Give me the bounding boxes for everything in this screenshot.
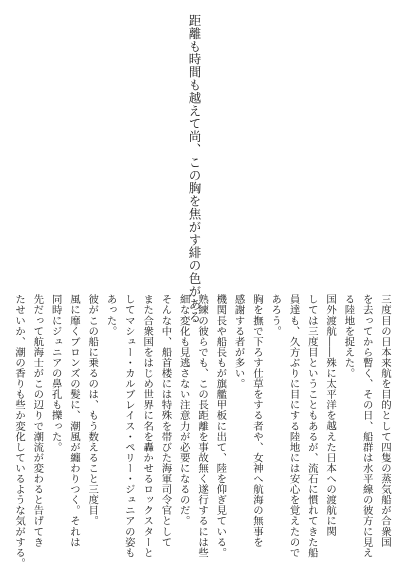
text-line: 三度目の日本来航を目的として四隻の蒸気船が合衆国	[379, 294, 391, 548]
text-line: そんな中、船首楼には特殊を帯びた海軍司令官として	[159, 294, 172, 548]
text-line: 先だって航海士がこの辺りで潮流が変わると告げてき	[31, 294, 44, 548]
text-line: 感謝する者が多い。	[232, 294, 245, 389]
text-line: を去ってから暫く、その日、船群は水平線の彼方に見え	[360, 294, 373, 558]
text-line: 風に靡くブロンズの髪に、潮風が纏わりつく。それは	[67, 294, 80, 548]
text-line: しては三度目ということもあるが、流石に慣れてきた船	[305, 294, 318, 558]
text-line: 細な変化も見逃さない注意力が必要になるのだ。	[177, 294, 190, 527]
text-line: また合衆国をはじめ世界に名を轟かせるロックスターと	[141, 294, 154, 558]
text-line: あろう。	[269, 294, 282, 337]
text-line: あった。	[104, 294, 117, 337]
text-line: る陸地を捉えた。	[342, 294, 355, 379]
text-line: 同時にジュニアの鼻孔も擽った。	[49, 294, 62, 453]
text-line: してマシュー・カルブレイス・ペリー・ジュニアの姿も	[122, 294, 135, 558]
text-line: 胸を撫で下ろす仕草をする者や、女神へ航海の無事を	[250, 294, 263, 548]
text-line: 機関長や船長もが旗艦甲板に出て、陸を仰ぎ見ている。	[214, 294, 227, 558]
text-line: 彼がこの船に乗るのは、もう数えること三度目。	[86, 294, 99, 527]
body-text	[13, 294, 394, 569]
text-line: 国外渡航――殊に太平洋を越えた日本への渡航に関	[324, 294, 337, 537]
epigraph: 距離も時間も越えて尚、この胸を焦がす緋の色がある	[187, 14, 202, 324]
text-line: 員達も、久方ぶりに目にする陸地には安心を覚えたので	[287, 294, 300, 558]
text-line: 熟練の彼らでも、この長距離を事故無く遂行するには些	[196, 294, 209, 558]
text-line: たせいか、潮の香りも些か変化しているような気がする。	[13, 294, 26, 569]
